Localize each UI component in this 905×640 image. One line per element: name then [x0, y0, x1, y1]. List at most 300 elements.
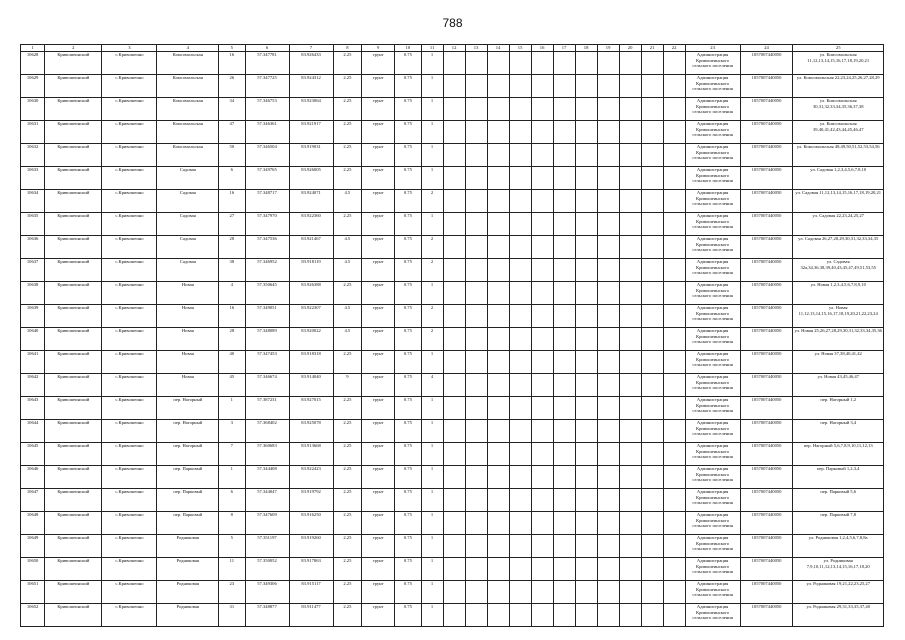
table-cell: 1 [421, 512, 443, 535]
table-cell: Администрация Кривошеинского сельского поселения [685, 535, 740, 558]
table-cell: 57.346674 [245, 374, 289, 397]
table-cell: 1 [421, 558, 443, 581]
table-cell: 10630 [21, 98, 45, 121]
table-cell: Кривошеинский [45, 236, 102, 259]
table-cell: 0.75 [395, 397, 421, 420]
table-cell: 0.75 [395, 75, 421, 98]
table-cell: Администрация Кривошеинского сельского поселения [685, 581, 740, 604]
table-cell: 10641 [21, 351, 45, 374]
table-cell: Комсомольская [157, 75, 219, 98]
table-cell [443, 282, 465, 305]
table-cell: 57.347725 [245, 75, 289, 98]
table-cell: 0.75 [395, 443, 421, 466]
table-cell: Администрация Кривошеинского сельского поселения [685, 351, 740, 374]
table-cell: 57.349765 [245, 167, 289, 190]
table-cell [509, 397, 531, 420]
column-number: 7 [289, 45, 333, 52]
table-cell [487, 236, 509, 259]
table-cell: 1 [219, 466, 245, 489]
table-cell: 1 [421, 489, 443, 512]
table-cell: Родниковая [157, 581, 219, 604]
table-cell [465, 558, 487, 581]
table-cell: 0.75 [395, 236, 421, 259]
table-row [21, 443, 884, 466]
column-number: 16 [531, 45, 553, 52]
table-cell: 0.75 [395, 121, 421, 144]
table-cell: 83.916250 [289, 512, 333, 535]
table-cell [509, 167, 531, 190]
table-cell: 10639 [21, 305, 45, 328]
table-cell [553, 512, 575, 535]
table-cell [465, 420, 487, 443]
column-number: 9 [362, 45, 395, 52]
table-cell: 57.348877 [245, 604, 289, 627]
table-cell [619, 443, 641, 466]
table-cell: 3 [219, 420, 245, 443]
page-number: 788 [442, 16, 463, 30]
table-cell: Администрация Кривошеинского сельского поселения [685, 466, 740, 489]
table-cell [465, 282, 487, 305]
table-cell [443, 144, 465, 167]
table-cell [597, 420, 619, 443]
table-cell: с.Кривошеино [102, 581, 157, 604]
table-cell [575, 420, 597, 443]
table-cell: грунт [362, 259, 395, 282]
table-cell: 57.344047 [245, 489, 289, 512]
table-cell: Садовая [157, 167, 219, 190]
table-cell [575, 190, 597, 213]
table-cell: ул. Новая 37,38,40,41,42 [793, 351, 884, 374]
table-cell: ул. Комсомольская 11,12,13,14,15,16,17,18,19,20,21 [793, 52, 884, 75]
table-cell [619, 121, 641, 144]
table-cell [487, 121, 509, 144]
table-cell: грунт [362, 52, 395, 75]
table-cell [553, 236, 575, 259]
table-cell: 16 [219, 190, 245, 213]
table-cell: 83.922307 [289, 305, 333, 328]
table-cell: ул. Новая 1,2,3,4,5,6,7,8,9,10 [793, 282, 884, 305]
table-cell: 1 [421, 144, 443, 167]
table-cell [465, 75, 487, 98]
table-cell [575, 305, 597, 328]
table-cell [553, 144, 575, 167]
table-cell: 10645 [21, 443, 45, 466]
table-cell [509, 351, 531, 374]
table-cell: 0.75 [395, 535, 421, 558]
table-cell [443, 351, 465, 374]
column-number: 23 [685, 45, 740, 52]
table-cell: пер. Нагорный 5,6,7,8,9,10,11,12,13 [793, 443, 884, 466]
table-cell: 2.25 [333, 121, 362, 144]
table-cell [465, 374, 487, 397]
table-cell: 1 [219, 397, 245, 420]
table-cell: 57.347970 [245, 213, 289, 236]
table-cell: с.Кривошеино [102, 420, 157, 443]
table-cell [509, 420, 531, 443]
table-cell [641, 466, 663, 489]
table-cell: 0.75 [395, 420, 421, 443]
table-cell: 27 [219, 213, 245, 236]
table-cell [641, 443, 663, 466]
table-cell: Кривошеинский [45, 535, 102, 558]
table-row [21, 305, 884, 328]
table-cell: 1057007440050 [740, 581, 793, 604]
table-cell: Кривошеинский [45, 121, 102, 144]
table-cell: 83.914040 [289, 374, 333, 397]
table-cell [443, 512, 465, 535]
table-cell: 57.347781 [245, 52, 289, 75]
table-cell: 1057007440050 [740, 374, 793, 397]
table-cell [465, 581, 487, 604]
table-cell [641, 558, 663, 581]
table-cell: ул. Родниковая 29,31,33,35,37,40 [793, 604, 884, 627]
table-cell [509, 604, 531, 627]
column-number: 8 [333, 45, 362, 52]
table-row [21, 259, 884, 282]
table-cell [597, 374, 619, 397]
table-row [21, 144, 884, 167]
table-cell [531, 190, 553, 213]
table-cell [531, 604, 553, 627]
table-cell [443, 420, 465, 443]
table-cell: Администрация Кривошеинского сельского поселения [685, 374, 740, 397]
table-cell: 0.75 [395, 259, 421, 282]
table-cell: с.Кривошеино [102, 512, 157, 535]
table-cell [509, 558, 531, 581]
table-cell [531, 443, 553, 466]
table-cell [465, 236, 487, 259]
table-cell [663, 236, 685, 259]
table-cell [553, 466, 575, 489]
table-cell: ул. Комсомольская 22,23,24,25,26,27,28,29 [793, 75, 884, 98]
table-cell [509, 213, 531, 236]
table-cell: 2 [421, 259, 443, 282]
table-cell [619, 144, 641, 167]
table-cell [443, 535, 465, 558]
table-cell [597, 98, 619, 121]
table-cell: 1 [421, 604, 443, 627]
table-cell: 57.344408 [245, 466, 289, 489]
table-cell: грунт [362, 121, 395, 144]
table-cell [663, 190, 685, 213]
table-cell [465, 328, 487, 351]
table-cell [487, 167, 509, 190]
table-cell [443, 121, 465, 144]
table-cell: Кривошеинский [45, 75, 102, 98]
table-cell [619, 190, 641, 213]
table-cell: 34 [219, 98, 245, 121]
table-cell: 1057007440050 [740, 535, 793, 558]
table-cell: 10628 [21, 52, 45, 75]
table-cell [531, 374, 553, 397]
table-cell [553, 351, 575, 374]
table-row [21, 167, 884, 190]
table-cell: Кривошеинский [45, 397, 102, 420]
table-cell [509, 512, 531, 535]
table-cell: с.Кривошеино [102, 328, 157, 351]
column-number: 5 [219, 45, 245, 52]
table-cell [509, 75, 531, 98]
table-cell: грунт [362, 374, 395, 397]
table-cell [663, 374, 685, 397]
table-cell [531, 144, 553, 167]
table-cell: 2.25 [333, 75, 362, 98]
table-cell [443, 374, 465, 397]
table-cell: 10648 [21, 512, 45, 535]
table-cell: 2.25 [333, 351, 362, 374]
table-cell [597, 75, 619, 98]
table-cell [487, 259, 509, 282]
table-cell: 0.75 [395, 581, 421, 604]
table-cell [531, 121, 553, 144]
table-cell: ул. Новая 25,26,27,28,29,30,31,32,33,34,35,36 [793, 328, 884, 351]
table-cell: 83.925078 [289, 420, 333, 443]
table-cell: 1057007440050 [740, 52, 793, 75]
table-cell: 83.922360 [289, 213, 333, 236]
table-cell [663, 98, 685, 121]
table-cell: Администрация Кривошеинского сельского поселения [685, 144, 740, 167]
table-cell: Администрация Кривошеинского сельского поселения [685, 489, 740, 512]
table-cell: 2.25 [333, 604, 362, 627]
table-cell: Администрация Кривошеинского сельского поселения [685, 282, 740, 305]
column-number: 4 [157, 45, 219, 52]
table-cell: грунт [362, 351, 395, 374]
table-cell [509, 581, 531, 604]
table-cell [509, 144, 531, 167]
table-cell [575, 535, 597, 558]
table-cell: 2.25 [333, 98, 362, 121]
table-cell: 4.5 [333, 328, 362, 351]
column-number: 25 [793, 45, 884, 52]
table-cell: 4 [421, 374, 443, 397]
table-cell: Администрация Кривошеинского сельского поселения [685, 190, 740, 213]
table-cell [575, 121, 597, 144]
table-cell: 10643 [21, 397, 45, 420]
table-cell: 1057007440050 [740, 259, 793, 282]
table-cell: грунт [362, 535, 395, 558]
table-cell: Кривошеинский [45, 374, 102, 397]
table-row [21, 121, 884, 144]
table-cell [575, 512, 597, 535]
table-cell [663, 121, 685, 144]
table-cell: 1 [421, 466, 443, 489]
table-cell: 0.75 [395, 489, 421, 512]
table-cell: 1057007440050 [740, 236, 793, 259]
table-cell: 1057007440050 [740, 121, 793, 144]
table-cell [553, 558, 575, 581]
table-cell: 7 [219, 443, 245, 466]
table-cell [553, 52, 575, 75]
table-cell [641, 167, 663, 190]
table-cell [619, 397, 641, 420]
table-cell: 26 [219, 75, 245, 98]
table-cell: 1057007440050 [740, 167, 793, 190]
table-cell: 16 [219, 52, 245, 75]
table-cell: с.Кривошеино [102, 374, 157, 397]
table-cell: с.Кривошеино [102, 535, 157, 558]
table-cell: 83.918318 [289, 351, 333, 374]
table-cell [619, 282, 641, 305]
table-cell [663, 512, 685, 535]
table-cell [465, 98, 487, 121]
table-cell: 2.25 [333, 581, 362, 604]
table-cell [575, 282, 597, 305]
table-cell: Родниковая [157, 558, 219, 581]
table-cell [663, 52, 685, 75]
table-cell: 6 [219, 167, 245, 190]
table-cell: Администрация Кривошеинского сельского поселения [685, 512, 740, 535]
table-cell: 10631 [21, 121, 45, 144]
table-cell [641, 75, 663, 98]
table-cell: 1 [421, 535, 443, 558]
table-cell: 0.75 [395, 558, 421, 581]
table-cell [487, 443, 509, 466]
table-cell: пер. Нагорный [157, 397, 219, 420]
table-cell [663, 443, 685, 466]
table-cell [619, 167, 641, 190]
table-cell [575, 259, 597, 282]
table-cell [443, 305, 465, 328]
table-cell: 0.75 [395, 144, 421, 167]
table-cell: 2 [421, 236, 443, 259]
table-cell [531, 489, 553, 512]
table-cell [465, 121, 487, 144]
table-cell: 1 [421, 397, 443, 420]
table-cell: с.Кривошеино [102, 604, 157, 627]
table-row [21, 581, 884, 604]
table-cell [597, 397, 619, 420]
table-cell: 10634 [21, 190, 45, 213]
table-cell: 1 [421, 52, 443, 75]
table-cell: 57.346504 [245, 144, 289, 167]
table-cell: Новая [157, 305, 219, 328]
table-cell [553, 305, 575, 328]
table-cell: 10652 [21, 604, 45, 627]
table-cell [663, 75, 685, 98]
table-cell: Администрация Кривошеинского сельского поселения [685, 558, 740, 581]
table-cell: Кривошеинский [45, 604, 102, 627]
table-cell: 1057007440050 [740, 75, 793, 98]
table-cell: 2 [421, 190, 443, 213]
table-cell: грунт [362, 144, 395, 167]
table-cell: Администрация Кривошеинского сельского поселения [685, 213, 740, 236]
table-cell [575, 604, 597, 627]
table-cell: 2.25 [333, 466, 362, 489]
table-cell: 1 [421, 351, 443, 374]
table-cell: 10647 [21, 489, 45, 512]
table-cell [619, 259, 641, 282]
table-cell: 1 [421, 75, 443, 98]
table-cell [575, 144, 597, 167]
table-cell: грунт [362, 305, 395, 328]
table-cell: 1 [421, 121, 443, 144]
table-cell: Кривошеинский [45, 167, 102, 190]
table-cell: 57.349051 [245, 305, 289, 328]
table-cell [663, 213, 685, 236]
table-cell [465, 535, 487, 558]
table-cell: Кривошеинский [45, 351, 102, 374]
table-cell [509, 259, 531, 282]
table-cell: 47 [219, 121, 245, 144]
table-cell [597, 581, 619, 604]
table-cell: Новая [157, 282, 219, 305]
table-cell [487, 282, 509, 305]
table-cell: 9 [333, 374, 362, 397]
table-cell: 1057007440050 [740, 305, 793, 328]
table-cell: Кривошеинский [45, 259, 102, 282]
column-number: 12 [443, 45, 465, 52]
table-cell [619, 75, 641, 98]
table-cell: с.Кривошеино [102, 305, 157, 328]
table-row [21, 98, 884, 121]
table-cell: Администрация Кривошеинского сельского поселения [685, 259, 740, 282]
table-cell [531, 558, 553, 581]
table-cell: грунт [362, 98, 395, 121]
table-cell: Комсомольская [157, 144, 219, 167]
table-row [21, 282, 884, 305]
table-cell [663, 259, 685, 282]
table-cell [531, 328, 553, 351]
table-cell: Администрация Кривошеинского сельского поселения [685, 98, 740, 121]
table-cell [619, 98, 641, 121]
table-cell [465, 144, 487, 167]
table-cell: 83.926005 [289, 167, 333, 190]
table-cell: 1057007440050 [740, 466, 793, 489]
table-cell [641, 397, 663, 420]
table-cell: 2.25 [333, 282, 362, 305]
table-cell [663, 535, 685, 558]
table-cell: 10632 [21, 144, 45, 167]
table-cell: с.Кривошеино [102, 558, 157, 581]
table-cell [641, 98, 663, 121]
table-cell: Администрация Кривошеинского сельского поселения [685, 236, 740, 259]
table-cell: 83.913668 [289, 443, 333, 466]
table-row [21, 466, 884, 489]
table-cell [487, 374, 509, 397]
table-cell [553, 420, 575, 443]
table-cell: Администрация Кривошеинского сельского поселения [685, 52, 740, 75]
table-cell: пер. Парковый 7,8 [793, 512, 884, 535]
table-cell: пер. Нагорный 3,4 [793, 420, 884, 443]
table-cell [575, 466, 597, 489]
table-cell [663, 489, 685, 512]
table-cell [597, 213, 619, 236]
table-row [21, 52, 884, 75]
table-row [21, 512, 884, 535]
table-cell [553, 121, 575, 144]
table-cell: Кривошеинский [45, 305, 102, 328]
table-cell [619, 558, 641, 581]
table-cell [553, 374, 575, 397]
table-cell: Кривошеинский [45, 144, 102, 167]
table-cell: 1 [421, 98, 443, 121]
table-cell [465, 167, 487, 190]
table-cell: 0.75 [395, 213, 421, 236]
table-cell [531, 581, 553, 604]
table-cell: 5 [219, 535, 245, 558]
table-cell: Кривошеинский [45, 489, 102, 512]
table-cell [597, 52, 619, 75]
table-cell [641, 121, 663, 144]
table-cell [531, 98, 553, 121]
table-cell [597, 558, 619, 581]
table-cell [663, 305, 685, 328]
table-cell: пер. Парковый [157, 466, 219, 489]
table-cell: 2.25 [333, 213, 362, 236]
table-cell [553, 397, 575, 420]
table-cell: ул. Новая 43,45,46,47 [793, 374, 884, 397]
table-cell [487, 466, 509, 489]
